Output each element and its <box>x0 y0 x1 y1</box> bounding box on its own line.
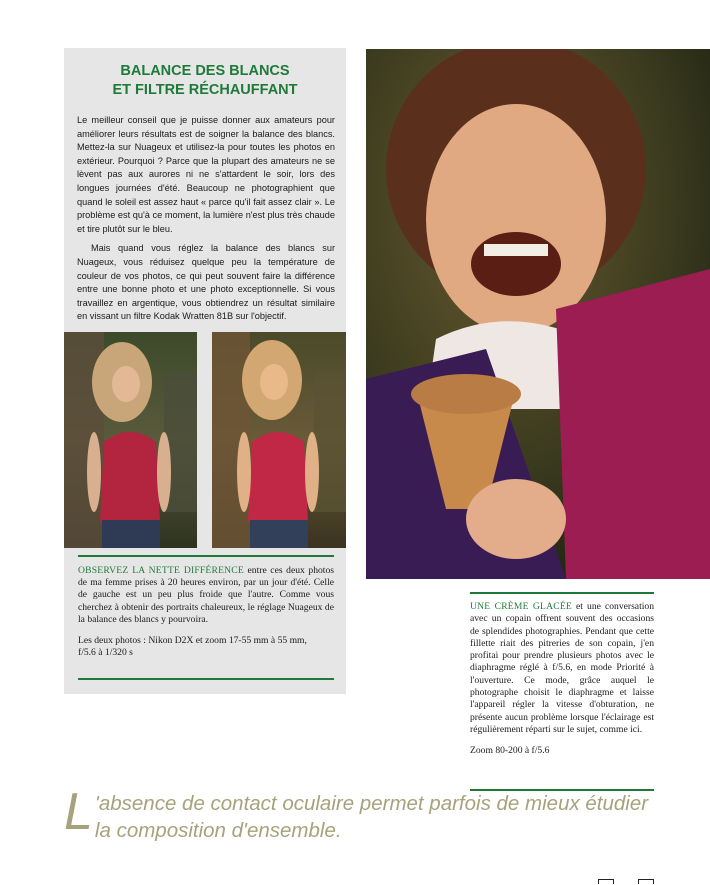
pull-quote-dropcap: L <box>64 783 93 841</box>
corner-mark <box>638 879 654 884</box>
caption-right <box>470 601 654 767</box>
caption-right-text <box>470 601 654 736</box>
sidebar-paragraph: Mais quand vous réglez la balance des blancs sur Nuageux, vous réduisez quelque peu la température de couleur de vos photos, ce qui peut souvent faire la différence entre une bonne photo et une photo exceptionnelle. Si vous travaillez en argentique, vous obtiendrez un résultat similaire en vissant un filtre Kodak Wratten 81B sur l'objectif. <box>77 243 335 322</box>
caption-right-heading: UNE CRÈME GLACÉE <box>470 601 572 612</box>
caption-right-rule-top <box>470 592 654 594</box>
caption-right-body: et une conversation avec un copain offrent souvent des occasions de splendides photographies. Pendant que cette fillette riait des pitreries de son copain, j'en profitai pour prendre plusieurs photos avec le diaphragme réglé à f/5.6, en mode Priorité à l'ouverture. Ce mode, grâce auquel le photographe choisit le diaphragme et laisse l'appareil régler la vitesse d'obturation, ne présente aucun problème lorsque l'éclairage est régulièrement réparti sur le sujet, comme ici. <box>470 601 654 735</box>
caption-left <box>78 565 334 668</box>
sidebar-title-line2: ET FILTRE RÉCHAUFFANT <box>112 82 298 98</box>
caption-left-settings <box>78 635 334 659</box>
sidebar-title-line1: BALANCE DES BLANCS <box>120 63 290 79</box>
pull-quote <box>64 783 664 844</box>
caption-right-settings: Zoom 80-200 à f/5.6 <box>470 745 550 757</box>
caption-left-settings-prefix: Les deux photos : Nikon D2X et zoom 17-55 mm à 55 mm, <box>78 635 307 647</box>
caption-left-heading: OBSERVEZ LA NETTE DIFFÉRENCE <box>78 565 244 576</box>
woman-photo-warm <box>212 332 346 548</box>
caption-rule-top <box>78 555 334 557</box>
caption-left-body: entre ces deux photos de ma femme prises à 20 heures environ, par un jour d'été. Celle de gauche est un peu plus froide que l'autre. Comme vous cherchez à obtenir des portraits chaleureux, le réglage Nuageux de la balance des blancs y pourvoira. <box>78 565 334 625</box>
sidebar-paragraph: Le meilleur conseil que je puisse donner aux amateurs pour améliorer leurs résultats est de soigner la balance des blancs. Mettez-la sur Nuageux et utilisez-la pour toutes les photos en extérieur. Pourquoi ? Parce que la plupart des amateurs ne se lèvent pas aux aurores ni ne s'attardent le soir, lors des longues journées d'été. Beaucoup ne photographient que quand le soleil est assez haut « parce qu'il fait assez clair ». Le problème est qu'à ce moment, la lumière n'est plus très chaude et tire plutôt sur le bleu. <box>77 115 335 234</box>
sidebar-body <box>77 114 335 330</box>
caption-rule-bottom <box>78 678 334 680</box>
sidebar-title <box>64 62 346 100</box>
pull-quote-text: 'absence de contact oculaire permet parfois de mieux étudier la composition d'ensemble. <box>94 792 649 842</box>
caption-left-settings-aperture: f/5.6 à 1/320 s <box>78 647 133 659</box>
corner-mark <box>598 879 614 884</box>
caption-left-text <box>78 565 334 626</box>
page-corner-marks <box>598 879 654 885</box>
girl-ice-cream-photo <box>366 49 710 579</box>
woman-photo-cool <box>64 332 197 548</box>
